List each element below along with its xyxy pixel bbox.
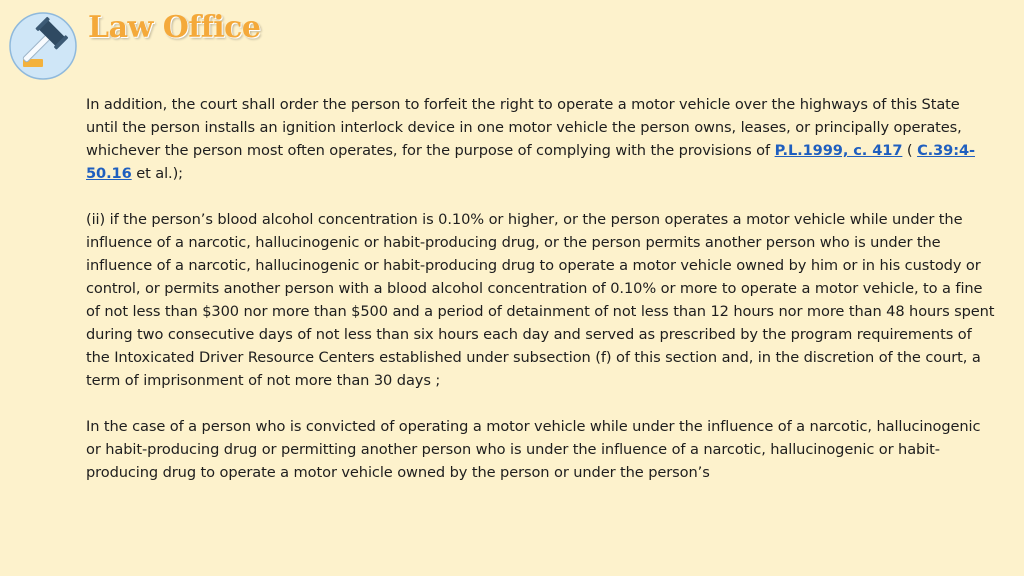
brand-title: Law Office <box>88 10 261 45</box>
paragraph-ignition-interlock <box>86 93 996 185</box>
paragraph-blood-alcohol: (ii) if the person’s blood alcohol concentration is 0.10% or higher, or the person operates a motor vehicle while under the influence of a narcotic, hallucinogenic or habit-producing drug, or the person permits another person who is under the influence of a narcotic, hallucinogenic or habit-producing drug to operate a motor vehicle owned by him or in his custody or control, or permits another person with a blood alcohol concentration of 0.10% or more to operate a motor vehicle, to a fine of not less than $300 nor more than $500 and a period of detainment of not less than 12 hours nor more than 48 hours spent during two consecutive days of not less than six hours each day and served as prescribed by the program requirements of the Intoxicated Driver Resource Centers established under subsection (f) of this section and, in the discretion of the court, a term of imprisonment of not more than 30 days ; <box>86 211 995 389</box>
paragraph-narcotic-conviction: In the case of a person who is convicted of operating a motor vehicle while under the influence of a narcotic, hallucinogenic or habit-producing drug or permitting another person who is under the influence of a narcotic, hallucinogenic or habit-producing drug to operate a motor vehicle owned by the person or under the person’s <box>86 418 981 481</box>
document-body <box>86 93 996 507</box>
statute-link-pl-1999[interactable]: P.L.1999, c. 417 <box>774 142 903 159</box>
gavel-icon <box>9 12 77 80</box>
statute-link-c39[interactable]: C.39:4-50.16 <box>86 142 975 182</box>
paragraph-text: et al.); <box>131 165 183 182</box>
paragraph-text: In addition, the court shall order the person to forfeit the right to operate a motor vehicle over the highways of this State until the person installs an ignition interlock device in one motor vehicle the person owns, leases, or principally operates, whichever the person most often operates, for the purpose of complying with the provisions of <box>86 96 962 159</box>
paragraph-text: ( <box>902 142 918 159</box>
